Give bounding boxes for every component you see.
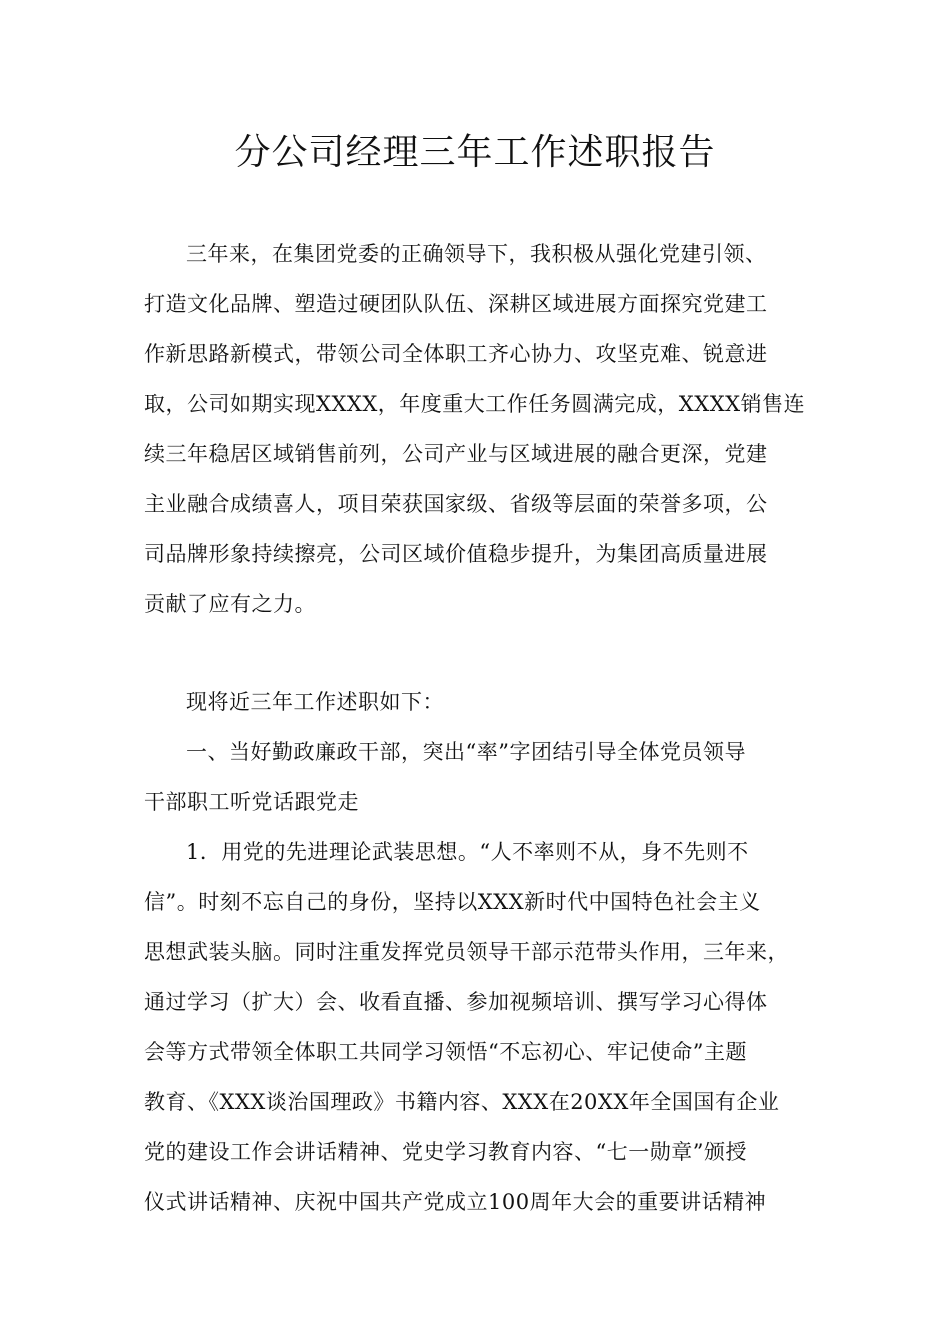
text-line: 党的建设工作会讲话精神、党史学习教育内容、“七一勋章”颁授 xyxy=(144,1140,747,1164)
text-line: 教育、《XXX谈治国理政》书籍内容、XXX在20XX年全国国有企业 xyxy=(144,1090,780,1114)
text-line: 现将近三年工作述职如下： xyxy=(186,690,444,714)
text-line: 三年来，在集团党委的正确领导下，我积极从强化党建引领、 xyxy=(186,242,767,266)
text-line: 通过学习（扩大）会、收看直播、参加视频培训、撰写学习心得体 xyxy=(144,990,768,1014)
text-line: 贡献了应有之力。 xyxy=(144,592,316,616)
text-line: 仪式讲话精神、庆祝中国共产党成立100周年大会的重要讲话精神 xyxy=(144,1190,767,1214)
text-line: 思想武装头脑。同时注重发挥党员领导干部示范带头作用，三年来， xyxy=(144,940,789,964)
text-line: 打造文化品牌、塑造过硬团队队伍、深耕区域进展方面探究党建工 xyxy=(144,292,768,316)
text-line: 一、当好勤政廉政干部，突出“率”字团结引导全体党员领导 xyxy=(186,740,746,764)
text-line: 作新思路新模式，带领公司全体职工齐心协力、攻坚克难、锐意进 xyxy=(144,342,768,366)
document-title: 分公司经理三年工作述职报告 xyxy=(234,132,716,173)
text-line: 1．用党的先进理论武装思想。“人不率则不从，身不先则不 xyxy=(186,840,749,864)
text-line: 信”。时刻不忘自己的身份，坚持以XXX新时代中国特色社会主义 xyxy=(144,890,761,914)
paragraph-overview xyxy=(144,677,824,727)
text-line: 取，公司如期实现XXXX，年度重大工作任务圆满完成，XXXX销售连 xyxy=(144,392,806,416)
section-heading-1 xyxy=(144,727,824,827)
text-line: 续三年稳居区域销售前列，公司产业与区域进展的融合更深，党建 xyxy=(144,442,768,466)
paragraph-intro xyxy=(144,229,824,629)
text-line: 干部职工听党话跟党走 xyxy=(144,790,359,814)
text-line: 主业融合成绩喜人，项目荣获国家级、省级等层面的荣誉多项，公 xyxy=(144,492,768,516)
paragraph-item-1 xyxy=(144,827,824,1227)
text-line: 会等方式带领全体职工共同学习领悟“不忘初心、牢记使命”主题 xyxy=(144,1040,747,1064)
text-line: 司品牌形象持续擦亮，公司区域价值稳步提升，为集团高质量进展 xyxy=(144,542,768,566)
document-body xyxy=(144,229,824,1227)
